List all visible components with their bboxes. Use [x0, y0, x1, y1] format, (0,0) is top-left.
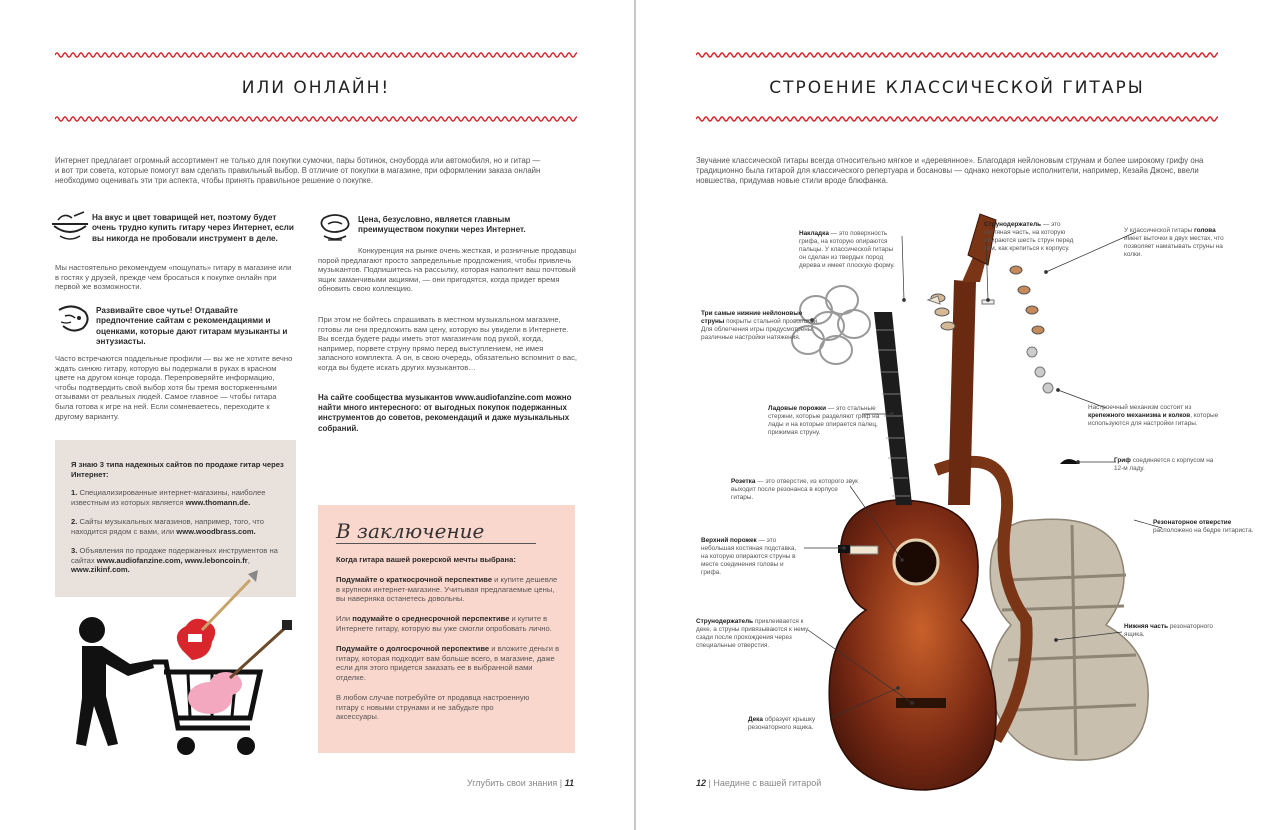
folio-right: 12 | Наедине с вашей гитарой: [696, 778, 822, 788]
callout-sound-hole: Резонаторное отверстие расположено на бедре гитариста.: [1153, 519, 1254, 534]
callout-nut: Верхний порожек — это небольшая костяная подставка, на которую опираются струны в месте соединения головы и грифа.: [701, 537, 797, 576]
left-page: [0, 0, 634, 830]
conclusion-script-title: В заключение: [336, 519, 485, 543]
callout-fingerboard: Накладка — это поверхность грифа, на которую опираются пальцы. У классической гитары он сделан из твердых пород дерева и имеет плоскую форму.: [799, 230, 895, 269]
conclusion-final: В любом случае потребуйте от продавца настроенную гитару с новыми струнами и не забудьте про аксессуары.: [336, 693, 530, 722]
callout-tuning-mechanism: Настроечный механизм состоит из крепежного механизма и колков, которые используются для настройки гитары.: [1088, 404, 1219, 427]
conclusion-long-term: Подумайте о долгосрочной перспективе и вложите деньги в гитару, которая подходит вам больше всего, в магазине, даже если для этого придется заказать ее в выбранной вами отделке.: [336, 644, 560, 682]
nose-icon: [55, 304, 91, 334]
folio-left: Углубить свои знания | 11: [466, 778, 574, 788]
reliable-sites-heading: Я знаю 3 типа надежных сайтов по продаже гитар через Интернет:: [71, 460, 284, 479]
conclusion-mid-term: Или подумайте о среднесрочной перспективе и купите в Интернете гитару, которую вы уже смогли опробовать лично.: [336, 614, 552, 633]
reliable-sites-item-1: 1. Специализированные интернет-магазины, наиболее известным из которых является www.thomann.de.: [71, 488, 266, 507]
shopping-cart-illustration: [60, 568, 300, 778]
price-tag-icon: [318, 212, 352, 244]
tip2-title: Развивайте свое чутье! Отдавайте предпочтение сайтам с рекомендациями и оценками, которые дают гитарам музыканты и энтузиасты.: [96, 306, 288, 347]
callout-soundboard: Дека образует крышку резонаторного ящика.: [748, 716, 816, 731]
intro-paragraph-right: Звучание классической гитары всегда относительно мягкое и «деревянное». Благодаря нейлоновым струнам и более широкому грифу она традиционно была гитарой для классического репертуара и босановы — однако некоторые исполнители, например, Кезайа Джонс, ввели новшества, придумав новые стили вроде блюфанка.: [696, 156, 1204, 185]
right-page: [636, 0, 1270, 830]
callout-lower-bout: Нижняя часть резонаторного ящика.: [1124, 623, 1213, 638]
callout-head: У классической гитары голова имеет выточки в двух местах, что позволяет наматывать струны на колки.: [1124, 227, 1224, 258]
intro-paragraph: Интернет предлагает огромный ассортимент не только для покупки сумочки, пары ботинок, сноуборда или автомобиля, но и гитар — и вот три совета, которые помогут вам сделать правильный выбор. В отличие от покупки в магазине, при оформлении заказа онлайн необходимо оценивать эти три аспекта, чтобы принять правильное решение о покупке.: [55, 156, 541, 185]
callout-strings: Три самые нижние нейлоновые струны покрыты стальной проволокой. Для облегчения игры предусмотрены различные настройки натяжения.: [701, 310, 819, 341]
tip3-text1: Конкуренция на рынке очень жесткая, и розничные продавцы порой предлагают просто запредельные продложения, чтобы привлечь музыкантов. Подпишитесь на рассылку, которая наполнит ваш почтовый ящик заманчивыми акциями, — они пригодятся, когда придет время обновить свою коллекцию.: [318, 246, 577, 294]
conclusion-subtitle: Когда гитара вашей рокерской мечты выбрана:: [336, 555, 516, 564]
tip1-title: На вкус и цвет товарищей нет, поэтому будет очень трудно купить гитару через Интернет, если вы никогда не пробовали инструмент в деле.: [92, 213, 294, 243]
tip3-text2: При этом не бойтесь спрашивать в местном музыкальном магазине, готовы ли они предложить вам цену, которую вы увидели в Интернете. Вы всегда будете рады иметь этот магазинчик под рукой, когда, например, порвете струну прямо перед выступлением, не имея запасного комплекта. А он, в свою очередь, обязательно вспомнит о вас, когда вы будете искать других музыкантов…: [318, 315, 577, 372]
tip1-text: Мы настоятельно рекомендуем «пощупать» гитару в магазине или в гостях у друзей, прежде чем бросаться к покупке онлайн при первой же возможности.: [55, 263, 292, 292]
callout-frets: Ладовые порожки — это стальные стержни, которые разделяют гриф на лады и на которые опирается палец, прижимая струну.: [768, 405, 880, 436]
reliable-sites-item-2: 2. Сайты музыкальных магазинов, например, того, что находится рядом с вами, или www.woodbrass.com.: [71, 517, 264, 536]
callout-rosette: Розетка — это отверстие, из которого звук выходит после резонанса в корпусе гитары.: [731, 478, 858, 501]
tip2-text: Часто встречаются поддельные профили — вы же не хотите вечно ждать синюю гитару, которую вы подержали в руках в красном цвете на другом конце города. Перепроверяйте информацию, чтобы подтвердить свой выбор хотя бы тремя восторженными отзывами от реальных людей. Самое главное — чтобы гитара была готова к игре на ней. Если сомневаетесь, переходите к другому варианту.: [55, 354, 293, 421]
tip3-text3: На сайте сообщества музыкантов www.audiofanzine.com можно найти много интересного: от выгодных покупок подержанных инструментов до советов, рекомендаций и даже музыкальных собраний.: [318, 393, 572, 433]
taste-icon: [50, 210, 90, 242]
callout-neck: Гриф соединяется с корпусом на 12-м ладу.: [1114, 457, 1214, 472]
callout-bridge: Струнодержатель приклеивается к деке, а струны привязываются к нему сзади после прохождения через специальные отверстия.: [696, 618, 809, 649]
wave-divider-top: [55, 50, 577, 60]
wave-divider-bottom: [55, 114, 577, 124]
conclusion-rule: [336, 543, 536, 544]
conclusion-box: [318, 505, 575, 753]
callout-saddle-top: Струнодержатель — это костяная часть, на которую опираются шесть струн перед тем, как крепиться к корпусу.: [984, 221, 1074, 252]
tip3-title: Цена, безусловно, является главным преимуществом покупки через Интернет.: [358, 215, 526, 235]
reliable-sites-item-3: 3. Объявления по продаже подержанных инструментов на сайтах www.audiofanzine.com, www.leboncoin.fr, www.zikinf.com.: [71, 546, 278, 575]
page-title: ИЛИ ОНЛАЙН!: [241, 78, 391, 98]
conclusion-short-term: Подумайте о краткосрочной перспективе и купите дешевле в крупном интернет-магазине. Учитывая предлагаемые цены, вы наверняка останетесь довольны.: [336, 575, 558, 604]
page-title-right: СТРОЕНИЕ КЛАССИЧЕСКОЙ ГИТАРЫ: [769, 78, 1145, 98]
